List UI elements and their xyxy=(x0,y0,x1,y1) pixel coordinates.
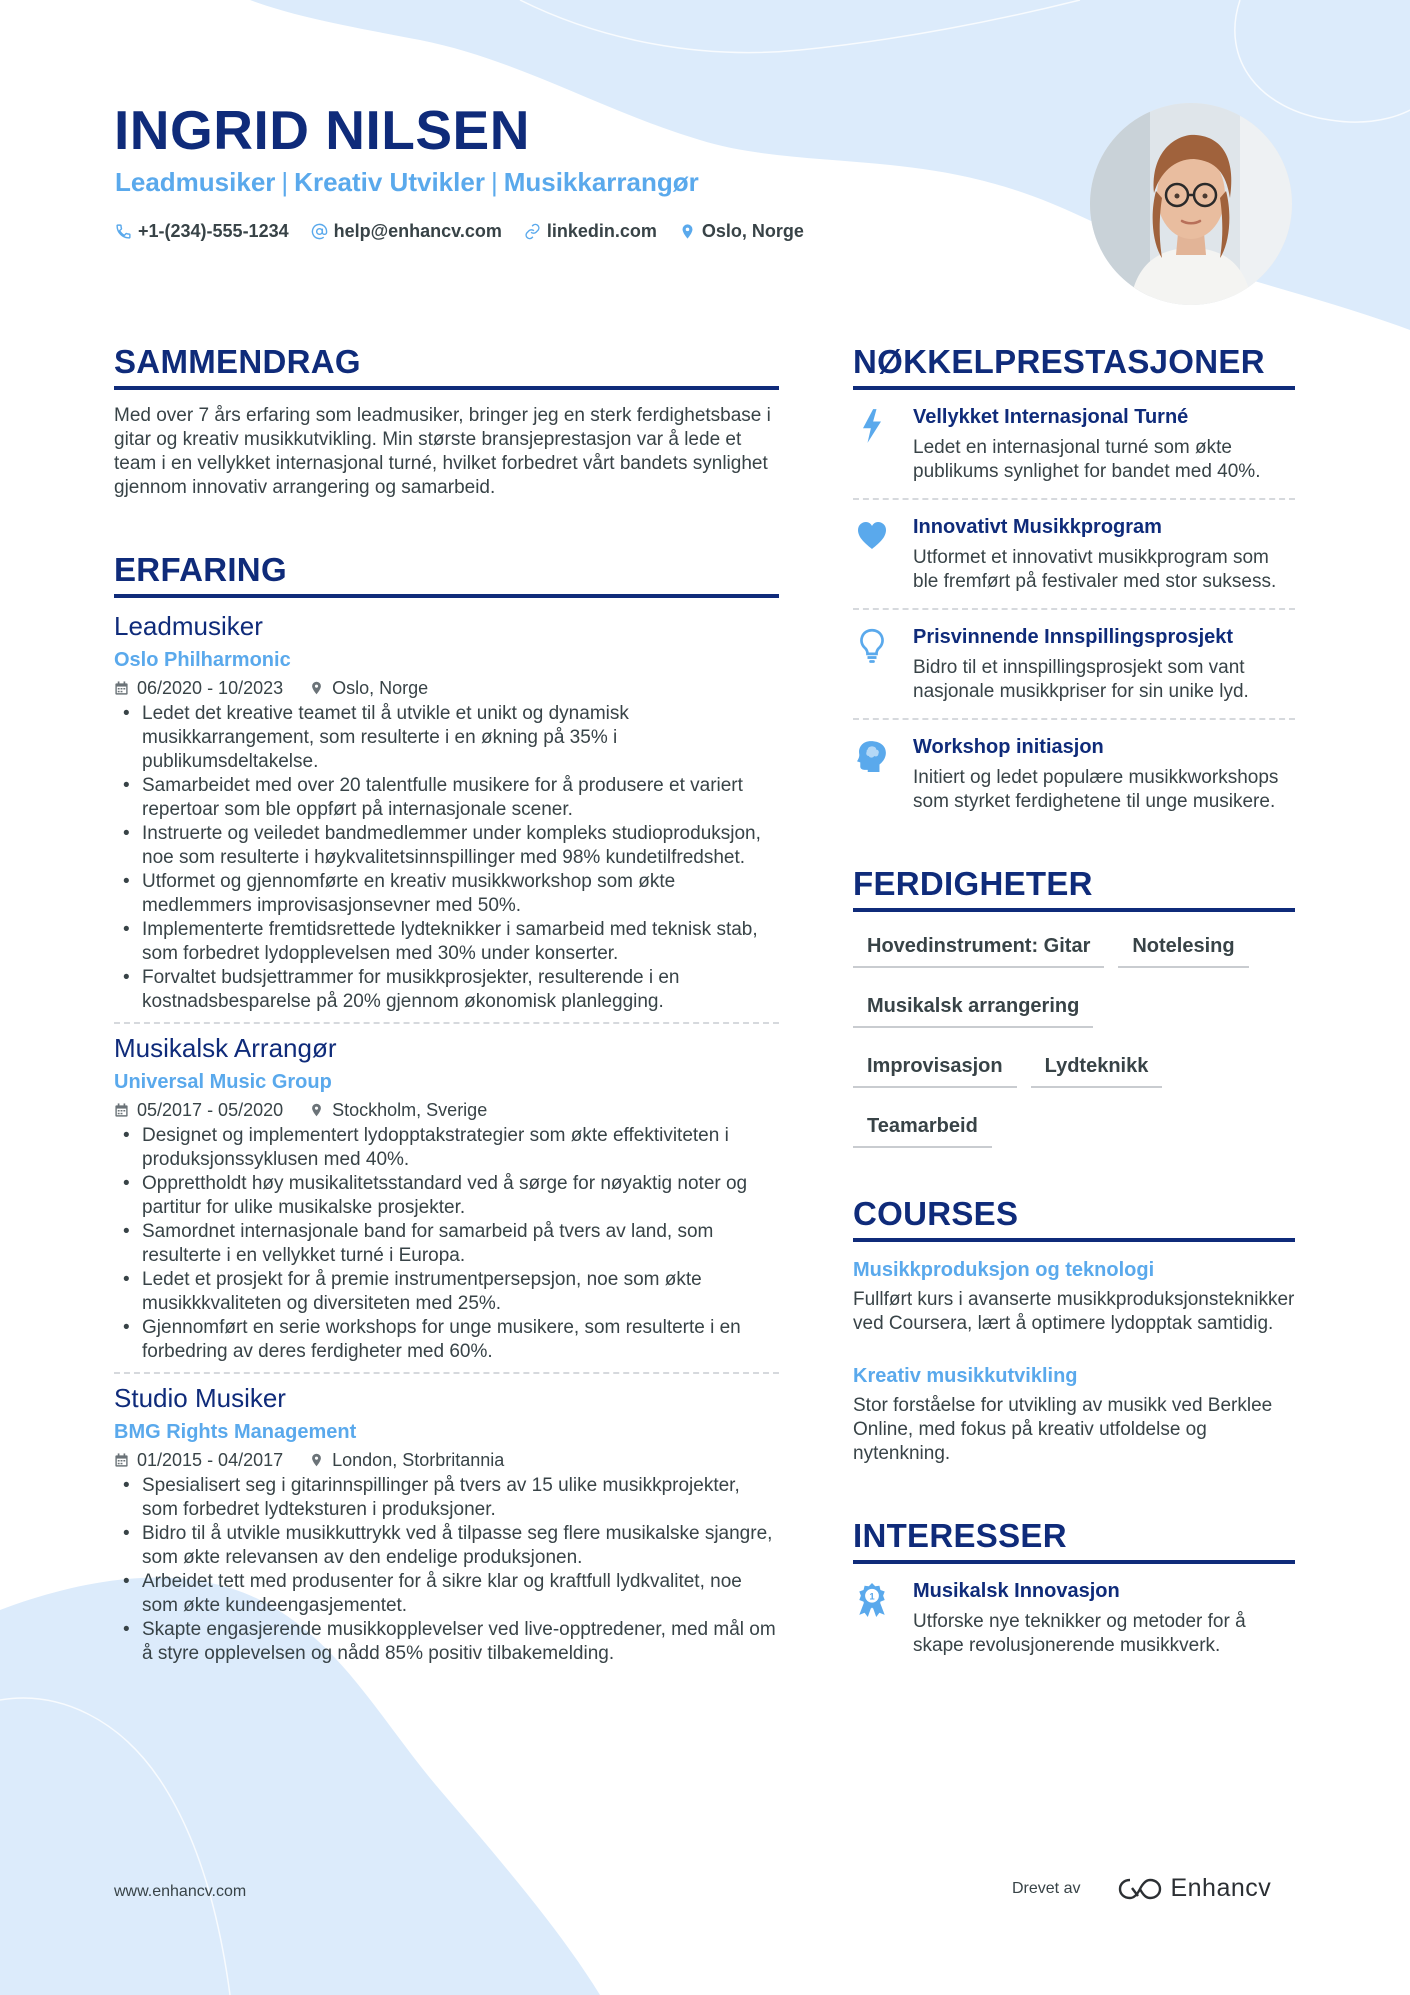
job-dates: 06/2020 - 10/2023 xyxy=(114,676,283,700)
interest-title: Musikalsk Innovasjon xyxy=(913,1580,1120,1602)
achievement-title: Workshop initiasjon xyxy=(913,736,1104,758)
brand-name: Enhancv xyxy=(1170,1874,1272,1902)
bullet-item: • Designet og implementert lydopptakstrategier som økte effektiviteten i produksjonssyklusen med 40%. xyxy=(114,1124,779,1172)
section-title: SAMMENDRAG xyxy=(114,342,779,390)
bullet-item: • Arbeidet tett med produsenter for å sikre klar og kraftfull lydkvalitet, noe som økte kundeengasjementet. xyxy=(114,1570,779,1618)
footer-website[interactable]: www.enhancv.com xyxy=(114,1883,247,1900)
job-location: Oslo, Norge xyxy=(309,676,428,700)
bullet-item: • Spesialisert seg i gitarinnspillinger på tvers av 15 ulike musikkprojekter, som forbedret lydteksturen i produksjoner. xyxy=(114,1474,779,1522)
at-icon xyxy=(311,223,328,240)
role-titles xyxy=(115,166,699,198)
job-meta xyxy=(114,1098,779,1122)
company-name: Universal Music Group xyxy=(114,1071,332,1093)
skills-list xyxy=(853,922,1295,1162)
achievement-item xyxy=(853,610,1295,718)
bullet-item: • Implementerte fremtidsrettede lydteknikker i samarbeid med teknisk stab, som forbedret lydopplevelsen med 30% under konserter. xyxy=(114,918,779,966)
section-title: INTERESSER xyxy=(853,1516,1295,1564)
course-item xyxy=(853,1362,1295,1466)
achievement-desc: Initiert og ledet populære musikkworkshops som styrket ferdighetene til unge musikere. xyxy=(913,767,1279,812)
job-location: London, Storbritannia xyxy=(309,1448,504,1472)
candidate-name: INGRID NILSEN xyxy=(114,99,530,161)
bullet-item: • Instruerte og veiledet bandmedlemmer under kompleks studioproduksjon, noe som resulterte i høykvalitetsinnspillinger med 98% kundetilfredshet. xyxy=(114,822,779,870)
role-title: Leadmusiker xyxy=(115,167,276,197)
job-location: Stockholm, Sverige xyxy=(309,1098,487,1122)
section-title: NØKKELPRESTASJONER xyxy=(853,342,1295,390)
course-desc: Stor forståelse for utvikling av musikk ved Berklee Online, med fokus på kreativ utfoldelse og nytenkning. xyxy=(853,1395,1273,1464)
achievements-section xyxy=(853,342,1295,828)
job-meta xyxy=(114,1448,779,1472)
heart-icon xyxy=(856,518,888,554)
course-desc: Fullført kurs i avanserte musikkproduksjonsteknikker ved Coursera, lært å optimere lydopptak samtidig. xyxy=(853,1289,1295,1334)
course-title: Musikkproduksjon og teknologi xyxy=(853,1259,1155,1281)
job-dates: 01/2015 - 04/2017 xyxy=(114,1448,283,1472)
powered-by-label: Drevet av xyxy=(1012,1879,1081,1897)
course-item xyxy=(853,1256,1295,1336)
job-bullets xyxy=(114,1124,779,1364)
achievement-desc: Utformet et innovativt musikkprogram som ble fremført på festivaler med stor suksess. xyxy=(913,547,1277,592)
section-title: FERDIGHETER xyxy=(853,864,1295,912)
location-pin-icon xyxy=(679,223,696,240)
company-name: BMG Rights Management xyxy=(114,1421,357,1443)
bullet-item: • Samarbeidet med over 20 talentfulle musikere for å produsere et variert repertoar som ble oppført på internasjonale scener. xyxy=(114,774,779,822)
bullet-item: • Utformet og gjennomførte en kreativ musikkworkshop som økte medlemmers improvisasjonsevner med 50%. xyxy=(114,870,779,918)
left-column xyxy=(114,342,779,1666)
bullet-item: • Opprettholdt høy musikalitetsstandard ved å sørge for nøyaktig noter og partitur for ulike musikalske prosjekter. xyxy=(114,1172,779,1220)
role-separator: | xyxy=(490,167,498,197)
achievement-item xyxy=(853,500,1295,608)
calendar-icon xyxy=(114,1102,129,1118)
contact-linkedin[interactable]: linkedin.com xyxy=(524,218,657,244)
bullet-item: • Gjennomført en serie workshops for unge musikere, som resulterte i en forbedring av deres ferdigheter med 60%. xyxy=(114,1316,779,1364)
bullet-item: • Forvaltet budsjettrammer for musikkprosjekter, resulterende i en kostnadsbesparelse på 20% gjennom økonomisk planlegging. xyxy=(114,966,779,1014)
role-title: Kreativ Utvikler xyxy=(294,167,485,197)
location-pin-icon xyxy=(309,1452,324,1468)
experience-section xyxy=(114,550,779,1666)
skill-tag: Hovedinstrument: Gitar xyxy=(853,922,1104,968)
lightning-icon xyxy=(856,408,888,444)
course-title: Kreativ musikkutvikling xyxy=(853,1365,1078,1387)
summary-section xyxy=(114,342,779,500)
job-meta xyxy=(114,676,779,700)
job-bullets xyxy=(114,1474,779,1666)
brand-logo[interactable] xyxy=(1118,1874,1271,1903)
divider xyxy=(114,1022,779,1024)
contact-location: Oslo, Norge xyxy=(679,218,804,244)
section-title: COURSES xyxy=(853,1194,1295,1242)
contact-email[interactable]: help@enhancv.com xyxy=(311,218,502,244)
achievement-title: Innovativt Musikkprogram xyxy=(913,516,1162,538)
skill-tag: Musikalsk arrangering xyxy=(853,982,1093,1028)
job-title: Studio Musiker xyxy=(114,1383,286,1413)
link-icon xyxy=(524,223,541,240)
phone-icon xyxy=(115,223,132,240)
achievement-title: Vellykket Internasjonal Turné xyxy=(913,406,1189,428)
location-pin-icon xyxy=(309,1102,324,1118)
profile-photo xyxy=(1090,103,1292,305)
skill-tag: Notelesing xyxy=(1118,922,1248,968)
interests-section xyxy=(853,1516,1295,1672)
skill-tag: Teamarbeid xyxy=(853,1102,992,1148)
achievement-title: Prisvinnende Innspillingsprosjekt xyxy=(913,626,1234,648)
footer-branding xyxy=(1012,1874,1271,1903)
experience-item xyxy=(114,1382,779,1666)
bullet-item: • Skapte engasjerende musikkopplevelser ved live-opptredener, med mål om å styre opplevelsen og nådd 85% positiv tilbakemelding. xyxy=(114,1618,779,1666)
head-brain-icon xyxy=(856,738,888,774)
lightbulb-icon xyxy=(856,628,888,664)
job-bullets xyxy=(114,702,779,1014)
right-column xyxy=(853,342,1295,1672)
bullet-item: • Bidro til å utvikle musikkuttrykk ved å tilpasse seg flere musikalske sjangre, som økte relevansen av den endelige produksjonen. xyxy=(114,1522,779,1570)
interest-desc: Utforske nye teknikker og metoder for å skape revolusjonerende musikkverk. xyxy=(913,1611,1246,1656)
achievement-desc: Bidro til et innspillingsprosjekt som vant nasjonale musikkpriser for sin unike lyd. xyxy=(913,657,1249,702)
achievement-item xyxy=(853,720,1295,828)
section-title: ERFARING xyxy=(114,550,779,598)
svg-text:1: 1 xyxy=(869,1591,875,1603)
divider xyxy=(114,1372,779,1374)
role-title: Musikkarrangør xyxy=(503,167,699,197)
experience-item xyxy=(114,1032,779,1364)
skills-section xyxy=(853,864,1295,1162)
interest-item xyxy=(853,1564,1295,1672)
bullet-item: • Ledet et prosjekt for å premie instrumentpersepsjon, noe som økte musikkkvaliteten og diversiteten med 25%. xyxy=(114,1268,779,1316)
job-title: Musikalsk Arrangør xyxy=(114,1033,337,1063)
skill-tag: Lydteknikk xyxy=(1031,1042,1163,1088)
contact-phone[interactable]: +1-(234)-555-1234 xyxy=(115,218,289,244)
enhancv-logo-icon xyxy=(1118,1876,1162,1902)
role-separator: | xyxy=(281,167,289,197)
bullet-item: • Ledet det kreative teamet til å utvikle et unikt og dynamisk musikkarrangement, som resulterte i en økning på 35% i publikumsdeltakelse. xyxy=(114,702,779,774)
job-dates: 05/2017 - 05/2020 xyxy=(114,1098,283,1122)
bullet-item: • Samordnet internasjonale band for samarbeid på tvers av land, som resulterte i en vellykket turné i Europa. xyxy=(114,1220,779,1268)
award-ribbon-icon xyxy=(856,1582,888,1618)
skill-tag: Improvisasjon xyxy=(853,1042,1017,1088)
summary-text: Med over 7 års erfaring som leadmusiker, bringer jeg en sterk ferdighetsbase i gitar og kreativ musikkutvikling. Min største bransjeprestasjon var å lede et team i en vellykket internasjonal turné, hvilket forbedret vårt bandets synlighet gjennom innovativ arrangering og samarbeid. xyxy=(114,405,771,498)
contact-bar xyxy=(115,218,804,244)
calendar-icon xyxy=(114,680,129,696)
portrait-illustration xyxy=(1090,103,1292,305)
achievement-desc: Ledet en internasjonal turné som økte publikums synlighet for bandet med 40%. xyxy=(913,437,1261,482)
company-name: Oslo Philharmonic xyxy=(114,649,291,671)
job-title: Leadmusiker xyxy=(114,611,263,641)
experience-item xyxy=(114,610,779,1014)
courses-section xyxy=(853,1194,1295,1466)
achievement-item xyxy=(853,390,1295,498)
location-pin-icon xyxy=(309,680,324,696)
calendar-icon xyxy=(114,1452,129,1468)
